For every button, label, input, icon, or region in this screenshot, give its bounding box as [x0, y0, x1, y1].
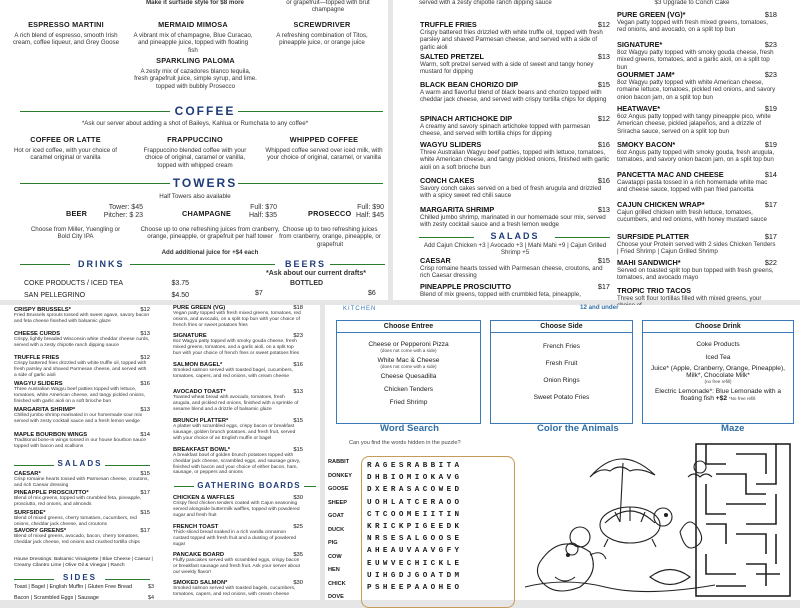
item-name: PANCETTA MAC AND CHEESE [617, 170, 724, 179]
item-desc: Toasted wheat bread with avocado, tomatoes, fresh arugula, and pickled red onions, finished with a sprinkle of sesame blend and a drizzle of balsamic glaze [173, 395, 299, 412]
item-price: $19 [764, 104, 777, 113]
menu-item [617, 104, 777, 135]
drink-espresso-martini: ESPRESSO MARTINI A rich blend of espresso, smooth Irish cream, coffee liqueur, and Grey Goose [12, 20, 120, 47]
item-name: BLACK BEAN CHORIZO DIP [420, 80, 519, 89]
salad-item [14, 471, 150, 489]
item-name: TRUFFLE FRIES [14, 355, 60, 361]
menu-item [14, 307, 150, 325]
item-name: MAPLE BOURBON WINGS [14, 432, 88, 438]
coffee-note: *Ask our server about adding a shot of Baileys, Kahlua or Rumchata to any coffee* [81, 120, 309, 127]
drink-screwdriver: SCREWDRIVER A refreshing combination of Titos, pineapple juice, or orange juice [276, 20, 368, 47]
item-name: TRUFFLE FRIES [420, 20, 477, 29]
item-price: $15 [597, 80, 610, 89]
house-dressings: House Dressings: Balsamic Vinaigrette | Blue Cheese | Caesar | Creamy Cilantro Lime | Olive Oil & Vinegar | Ranch [14, 557, 153, 568]
drink-item: Juice* (Apple, Cranberry, Orange, Pineapple), Milk*, Chocolate Milk* [650, 365, 786, 379]
item-name: SMOKED SALMON* [173, 580, 228, 586]
word-list-item: DOVE [328, 594, 344, 600]
item-name: SMOKY BACON* [617, 140, 676, 149]
item-desc: A warm and flavorful blend of black beans and chorizo topped with cheddar jack cheese, and served with crispy tortilla chips for dipping [420, 89, 607, 104]
side-item: French Fries [542, 343, 580, 350]
divider [14, 579, 54, 580]
grid-row: PSHEEPAAOHEO [367, 584, 463, 593]
sides-row: Toast | Bagel | English Muffin | Gluten Free Bread $3 [14, 584, 154, 590]
item-price: $17 [140, 490, 150, 496]
item-name: BREAKFAST BOWL* [173, 447, 231, 453]
brunch-menu-panel [0, 305, 320, 600]
side-item: Onion Rings [543, 377, 580, 384]
salad-item [420, 282, 610, 298]
entree-item: White Mac & Cheese [377, 357, 440, 364]
item-price: $22 [764, 258, 777, 267]
divider [20, 183, 170, 184]
item-desc: Savory conch cakes served on a bed of fresh arugula and drizzled with a spicy sweet red chili sauce [420, 185, 602, 200]
item-name: CAESAR [420, 256, 451, 265]
board-item [173, 524, 303, 547]
entree-title: Choose Entree [337, 321, 480, 333]
item-desc: 6oz Angus patty topped with smoky gouda, fresh arugula, tomatoes, and savory onion bacon jam, on a split top bun [617, 149, 775, 164]
side-box [490, 320, 633, 424]
menu-item [617, 40, 777, 71]
menu-item [420, 140, 610, 171]
item-name: MARGARITA SHRIMP* [14, 407, 76, 413]
top-note-right: $3 Upgrade to Conch Cake [654, 0, 730, 6]
item-desc: Traditional bone-in wings tossed in our house bourbon sauce topped with bacon and scallions [14, 438, 146, 449]
item-name: SAVORY GREENS* [14, 528, 67, 534]
side-title: Choose Side [491, 321, 632, 333]
item-price: $13 [597, 205, 610, 214]
item-desc: Choose your Protein served with 2 sides Chicken Tenders | Fried Shrimp | Cajun Grilled Shrimp [617, 241, 776, 256]
item-desc: Crispy fried chicken tenders coated with Cajun seasoning served alongside buttermilk waffles, topped with powdered sugar and fresh fruit [173, 501, 300, 518]
side-item: Fresh Fruit [545, 360, 578, 367]
item-name: SIGNATURE [173, 333, 207, 339]
item-desc: Crispy battered fries drizzled with white truffle oil, topped with fresh parsley and shaved Parmesan cheese, and served with a side of garlic aioli [14, 361, 147, 378]
item-price: $25 [293, 524, 303, 530]
item-desc: 8oz Wagyu patty topped with smoky gouda cheese, fresh mixed greens, tomatoes, and a garlic aioli, on a split top bun [617, 49, 774, 71]
item-desc: Three soft flour tortillas filled with mixed greens, your [617, 295, 762, 302]
item-desc: A platter with scrambled eggs, crispy bacon or breakfast sausage, golden brunch potatoes, and fresh fruit, served with your choice of an English muffin or bagel [173, 424, 296, 441]
divider [304, 486, 316, 487]
grid-row: UIHGDJGOATDM [367, 571, 463, 580]
item-name: WAGYU SLIDERS [420, 140, 482, 149]
item-name: CHEESE CURDS [14, 331, 61, 337]
item-desc: A creamy and savory spinach artichoke topped with parmesan cheese, and served with tortilla chips for dipping [420, 123, 591, 138]
item-price: $15 [293, 418, 303, 424]
word-search-question: Can you find the words hidden in the puzzle? [349, 440, 461, 446]
drink-sparkling-paloma: SPARKLING PALOMA A zesty mix of cazadores blanco tequila, fresh grapefruit juice, simple syrup, and lime. topped with bubbly Prosecco [134, 56, 257, 90]
animals-title: Color the Animals [537, 423, 619, 434]
menu-item [617, 10, 777, 34]
sides-title: SIDES [62, 573, 97, 582]
beer-price: $7 [255, 290, 263, 297]
grid-row: RAGESRABBITA [367, 462, 463, 470]
item-name: TROPIC TRIO TACOS [617, 286, 692, 295]
divider [130, 264, 275, 265]
item-price: $12 [597, 114, 610, 123]
menu-item [173, 389, 303, 412]
drink-box [642, 320, 794, 424]
drink-title: Choose Drink [643, 321, 793, 333]
item-price: $23 [764, 40, 777, 49]
item-price: $30 [293, 580, 303, 586]
item-price: $18 [293, 305, 303, 311]
menu-item [420, 176, 610, 200]
grid-row: DHBIOMIOKAVG [367, 474, 463, 483]
top-note-right: or grapefruit—topped with brut champagne [286, 0, 370, 14]
menu-item [420, 80, 610, 104]
item-desc: Served on toasted split top bun topped with fresh greens, tomatoes, and avocado mayo [617, 267, 774, 282]
item-name: CAESAR* [14, 471, 41, 477]
item-desc: Chilled jumbo shrimp marinated in our homemade sour mix served with zesty cocktail sauce and a fresh lemon wedge [14, 413, 143, 424]
item-price: $16 [597, 176, 610, 185]
item-price: $30 [293, 495, 303, 501]
menu-item [14, 331, 150, 349]
item-name: MARGARITA SHRIMP [420, 205, 495, 214]
item-name: SALTED PRETZEL [420, 52, 484, 61]
item-price: $17 [140, 528, 150, 534]
item-name: PURE GREEN (VG)* [617, 10, 686, 19]
salads-title: SALADS [57, 459, 103, 468]
menu-item [14, 355, 150, 378]
beers-title: BEERS [285, 259, 327, 269]
item-name: PINEAPPLE PROSCIUTTO* [14, 490, 89, 496]
grid-row: KRICKPIGEEDK [367, 523, 463, 532]
salad-item [14, 490, 150, 508]
item-price: $16 [597, 140, 610, 149]
item-desc: Crisp romaine hearts tossed with Parmesan cheese, croutons, and rich Caesar dressing [14, 477, 149, 488]
word-list-item: GOAT [328, 513, 344, 519]
menu-item [14, 432, 150, 450]
towers-title: TOWERS [172, 176, 238, 190]
coffee-latte: COFFEE OR LATTE Hot or iced coffee, with your choice of caramel original or vanilla [13, 135, 118, 162]
word-list-item: GOOSE [328, 486, 349, 492]
word-list [328, 456, 354, 605]
item-price: $17 [597, 282, 610, 291]
menu-item [173, 447, 303, 476]
item-price: $15 [140, 510, 150, 516]
word-search-grid [361, 456, 515, 608]
item-name: SURFSIDE PLATTER [617, 232, 690, 241]
item-name: WAGYU SLIDERS [14, 381, 63, 387]
menu-item [173, 362, 303, 380]
divider [555, 237, 610, 238]
divider [419, 237, 474, 238]
menu-item [420, 114, 610, 138]
item-desc: Chilled jumbo shrimp, marinated in our homemade sour mix, served with zesty cocktail sauce and a fresh lemon wedge [420, 214, 606, 229]
grid-row: CTCOOMEIITIN [367, 510, 463, 519]
item-desc: Smoked salmon served with toasted bagel, cucumbers, tomatoes, capers, and red onions, with cream cheese [173, 368, 293, 379]
word-list-item: HEN [328, 567, 340, 573]
item-name: SURFSIDE* [14, 510, 46, 516]
item-desc: Blend of mixed greens, cherry tomatoes, cucumbers, red onions, cheddar jack cheese, and croutons [14, 516, 137, 527]
drink-item: Iced Tea [705, 354, 731, 361]
salad-item [420, 256, 610, 280]
item-price: $35 [293, 552, 303, 558]
item-desc: Fried Brussels sprouts tossed with sweet agave, savory bacon and feta cheese finished with balsamic glaze [14, 313, 150, 324]
item-desc: Thick-sliced bread soaked in a rich vanilla cinnamon custard topped with fresh fruit and a dusting of powdered sugar [173, 530, 297, 547]
salads-title: SALADS [490, 231, 540, 241]
item-name: PURE GREEN (VG) [173, 305, 226, 311]
drink-note: (no free refill) [704, 379, 732, 384]
item-desc: Blend of mixed greens, avocado, bacon, cherry tomatoes, cheddar jack cheese, red onions and crushed tortilla chips [14, 534, 140, 545]
salad-item [14, 528, 150, 546]
menu-item [617, 200, 777, 224]
drink-upcharge: +$2 [715, 395, 727, 402]
grid-row: NRSESALGOOSE [367, 535, 463, 544]
item-price: $15 [597, 256, 610, 265]
side-item: Sweet Potato Fries [533, 394, 590, 401]
board-item [173, 552, 303, 575]
entree-note: (does not come with a side) [380, 364, 437, 369]
beers-note: *Ask about our current drafts* [266, 270, 366, 277]
soft-drink-row: COKE PRODUCTS / ICED TEA $3.75 [24, 280, 189, 287]
item-desc: Crisp romaine hearts tossed with Parmesan cheese, croutons, and rich Caesar dressing [420, 265, 603, 280]
item-price: $12 [140, 307, 150, 313]
word-list-item: DUCK [328, 526, 345, 533]
item-name: AVOCADO TOAST* [173, 389, 226, 395]
item-desc: Cavatappi pasta tossed in a rich homemade white mac and cheese sauce, topped with pan fried pancetta [617, 179, 768, 194]
item-price: $16 [140, 381, 150, 387]
item-desc: Blend of mix greens, topped with crumbled feta, pineapple, [420, 291, 581, 298]
sides-row: Bacon | Scrambled Eggs | Sausage $4 [14, 595, 154, 601]
divider [174, 486, 194, 487]
divider [20, 264, 70, 265]
item-desc: Blend of mix greens, topped with crumbled feta, pineapple, prosciutto, red onions, and almonds [14, 496, 142, 507]
item-desc: Crispy, lightly breaded Wisconsin white cheddar cheese curds, served with a zesty chipotle ranch dipping sauce [14, 337, 150, 348]
item-name: FRENCH TOAST [173, 524, 219, 530]
item-price: $12 [140, 355, 150, 361]
word-search-title: Word Search [380, 423, 440, 434]
salad-item [14, 510, 150, 528]
item-name: HEATWAVE* [617, 104, 661, 113]
item-price: $19 [764, 140, 777, 149]
item-price: $18 [764, 10, 777, 19]
kitchen-label-text: KITCHEN [343, 306, 377, 312]
word-list-item: PIG [328, 540, 338, 546]
entree-item: Chicken Tenders [384, 386, 433, 393]
word-list-item: CHICK [328, 580, 346, 587]
word-list-item: RABBIT [328, 459, 350, 465]
item-price: $16 [293, 362, 303, 368]
age-note: 12 and under [580, 304, 619, 311]
coffee-frappuccino: FRAPPUCCINO Frappuccino blended coffee with your choice of original, caramel or vanilla, topped with whipped cream [143, 135, 247, 169]
menu-item [173, 418, 303, 441]
top-note: served with a zesty chipotle ranch dipping sauce [419, 0, 552, 6]
item-desc: Three Australian Wagyu beef patties topped with lettuce, tomatoes, white American cheese, and tangy pickled onions, finished with garlic aioli on a soft brioche bun [14, 387, 146, 404]
kids-menu-panel [325, 305, 800, 600]
item-name: CRISPY BRUSSELS* [14, 307, 71, 313]
item-desc: A breakfast bowl of golden brunch potatoes topped with cheddar jack cheese, scrambled eggs, and sausage gravy, finished with bacon and your choice of either bacon, ham, sausage, or peppers and onions [173, 453, 301, 476]
item-desc: 6oz Angus patty topped with tangy pineapple pico, white American cheese, pickled jalapeños, and a drizzle of Sriracha sauce, served on a split top bun [617, 113, 771, 135]
menu-item [14, 381, 150, 404]
divider [105, 579, 150, 580]
menu-item [617, 70, 777, 101]
top-note: Make it surfside style for $8 more [145, 0, 244, 6]
maze-puzzle [692, 440, 794, 600]
divider [105, 465, 150, 466]
menu-item [617, 140, 777, 164]
item-desc: Vegan patty topped with fresh mixed greens, tomatoes, red onions, and avocado, on a split top bun [617, 19, 768, 34]
item-price: $13 [140, 331, 150, 337]
item-name: CONCH CAKES [420, 176, 475, 185]
grid-row: AHEAUVAAVGFY [367, 547, 463, 556]
entree-note: (does not come with a side) [380, 348, 437, 353]
divider [14, 465, 54, 466]
menu-item [617, 232, 777, 256]
item-desc: Fluffy pancakes served with scrambled eggs, crispy bacon or breakfast sausage and fresh fruit. Ask your server about our weekly flavor! [173, 558, 300, 575]
item-desc: 8oz Wagyu patty topped with white American cheese, romaine lettuce, tomatoes, pickled red onions, and savory onion bacon jam, on a split top bun [617, 79, 776, 101]
drinks-menu-panel: Make it surfside style for $8 more or grapefruit—topped with brut champagne ESPRESSO MARTINI A rich blend of espresso, smooth Irish cream, coffee liqueur, and Grey Goose MERMAID MIMOSA A vibrant mix of champagne, Blue Curacao, and pineapple juice, topped with floating fish SCREWDRIVER A refreshing combination of Titos, pineapple juice, or orange juice SPARKLING PALOMA A zesty mix of cazadores blanco tequila, fresh grapefruit juice, simple syrup, and lime. topped with bubbly Prosecco COFFEE *Ask our server about adding a shot of Baileys, Kahlua or Rumchata to any coffee* COFFEE OR LATTE Hot or iced coffee, with your choice of caramel original or vanilla FRAPPUCCINO Frappuccino blended coffee with your choice of original, caramel or vanilla, topped with whipped cream WHIPPED COFFEE Whipped coffee served over iced milk, with your choice of original, caramel, or vanilla TOWERS Half Towers also available BEER Tower: $45 Pitcher: $ 23 Choose from Miller, Yuengling or Bold City IPA CHAMPAGNE Full: $70 Half: $35 Choose up to one refreshing juices from cranberry, orange, pineapple, or grapefruit per half tower Add additional juice for +$4 each PROSECCO Full: $90 Half: $45 Choose up to two refreshing juices from cranberry, orange, pineapple, or grapefruit DRINKS BEERS *Ask about our current drafts* BOTTLED COKE PRODUCTS / ICED TEA $3.75 SAN PELLEGRINO $4.50 $7 $6 [0, 0, 388, 300]
coffee-whipped: WHIPPED COFFEE Whipped coffee served over iced milk, with your choice of original, caramel, or vanilla [265, 135, 383, 162]
entree-item: Fried Shrimp [389, 399, 428, 406]
word-list-item: COW [328, 553, 342, 560]
item-price: $15 [140, 471, 150, 477]
item-name: BRUNCH PLATTER* [173, 418, 229, 424]
item-name: PANCAKE BOARD [173, 552, 225, 558]
menu-item [420, 52, 610, 76]
item-price: $13 [140, 407, 150, 413]
item-price: $17 [764, 200, 777, 209]
boards-title: GATHERING BOARDS [197, 481, 301, 490]
item-price: $23 [764, 70, 777, 79]
item-price: $23 [293, 333, 303, 339]
soft-drink-row: SAN PELLEGRINO $4.50 [24, 292, 189, 299]
grid-row: DXERASACOWED [367, 486, 463, 495]
divider [330, 264, 385, 265]
item-price: $17 [764, 232, 777, 241]
item-desc: Cajun grilled chicken with fresh lettuce, tomatoes, cucumbers, and red onions, with honey mustard sauce [617, 209, 767, 224]
divider [20, 111, 170, 112]
board-item [173, 580, 303, 598]
item-name: GOURMET JAM* [617, 70, 675, 79]
drinks-title: DRINKS [78, 259, 125, 269]
beer-price: $6 [368, 290, 376, 297]
item-desc: Crispy battered fries drizzled with white truffle oil, topped with fresh parsley and shaved Parmesan cheese, and served with a side of garlic aioli [420, 29, 603, 51]
item-price: $12 [597, 20, 610, 29]
salads-add: Add Cajun Chicken +3 | Avocado +3 | Mahi Mahi +9 | Cajun Grilled Shrimp +5 [423, 242, 607, 257]
menu-item [14, 407, 150, 425]
drink-mermaid-mimosa: MERMAID MIMOSA A vibrant mix of champagne, Blue Curacao, and pineapple juice, topped with floating fish [133, 20, 253, 54]
menu-item [420, 20, 610, 51]
item-desc: Warm, soft pretzel served with a side of sweet and tangy honey mustard for dipping [420, 61, 594, 76]
board-item [173, 495, 303, 518]
entree-item: Cheese or Pepperoni Pizza [368, 341, 449, 348]
grid-row: UOHLATCERAOO [367, 498, 463, 507]
menu-item [173, 305, 303, 328]
coffee-title: COFFEE [174, 104, 236, 118]
item-name: MAHI SANDWICH* [617, 258, 681, 267]
word-list-item: DONKEY [328, 472, 352, 479]
item-name: CAJUN CHICKEN WRAP* [617, 200, 705, 209]
menu-item [420, 205, 610, 229]
menu-item [173, 333, 303, 356]
entree-item: Cheese Quesadilla [380, 373, 437, 380]
menu-item [617, 170, 777, 194]
bottled-label: BOTTLED [290, 280, 324, 287]
entree-box [336, 320, 481, 424]
item-desc: Vegan patty topped with fresh mixed greens, tomatoes, red onions, and avocado, on a split top bun with your choice of french fries or sweet potatoes fries [173, 311, 301, 328]
grid-row: EUWVECHICKLE [367, 559, 463, 568]
item-name: SIGNATURE* [617, 40, 663, 49]
food-menu-panel [393, 0, 800, 300]
item-desc: Three Australian Wagyu beef patties, topped with lettuce, tomatoes, white American cheese, and tangy pickled onions, finished with garlic aioli on a soft brioche bun [420, 149, 610, 171]
drink-note: *No free refill [728, 396, 756, 401]
menu-item [617, 258, 777, 282]
word-list-item: SHEEP [328, 499, 347, 506]
item-desc: Smoked salmon served with toasted bagels, cucumbers, tomatoes, capers, and red onions, with cream cheese [173, 586, 296, 597]
item-price: $14 [140, 432, 150, 438]
kitchen-label [343, 305, 383, 315]
item-name: SPINACH ARTICHOKE DIP [420, 114, 513, 123]
towers-note: Half Towers also available [159, 193, 231, 200]
item-name: SALMON BAGEL* [173, 362, 223, 368]
maze-title: Maze [721, 423, 745, 434]
item-price: $13 [293, 389, 303, 395]
item-name: PINEAPPLE PROSCIUTTO [420, 282, 512, 291]
item-price: $14 [764, 170, 777, 179]
item-price: $13 [597, 52, 610, 61]
drink-item: Coke Products [696, 341, 740, 348]
item-name: CHICKEN & WAFFLES [173, 495, 235, 501]
item-price: $15 [293, 447, 303, 453]
drink-item: Electric Lemonade*: Blue Lemonade with a floating fish [654, 388, 782, 402]
item-desc: 8oz Wagyu patty topped with smoky gouda cheese, fresh mixed greens, tomatoes, and a garlic aioli, on a split top bun with your choice of french fries or sweet potatoes fries [173, 339, 300, 356]
